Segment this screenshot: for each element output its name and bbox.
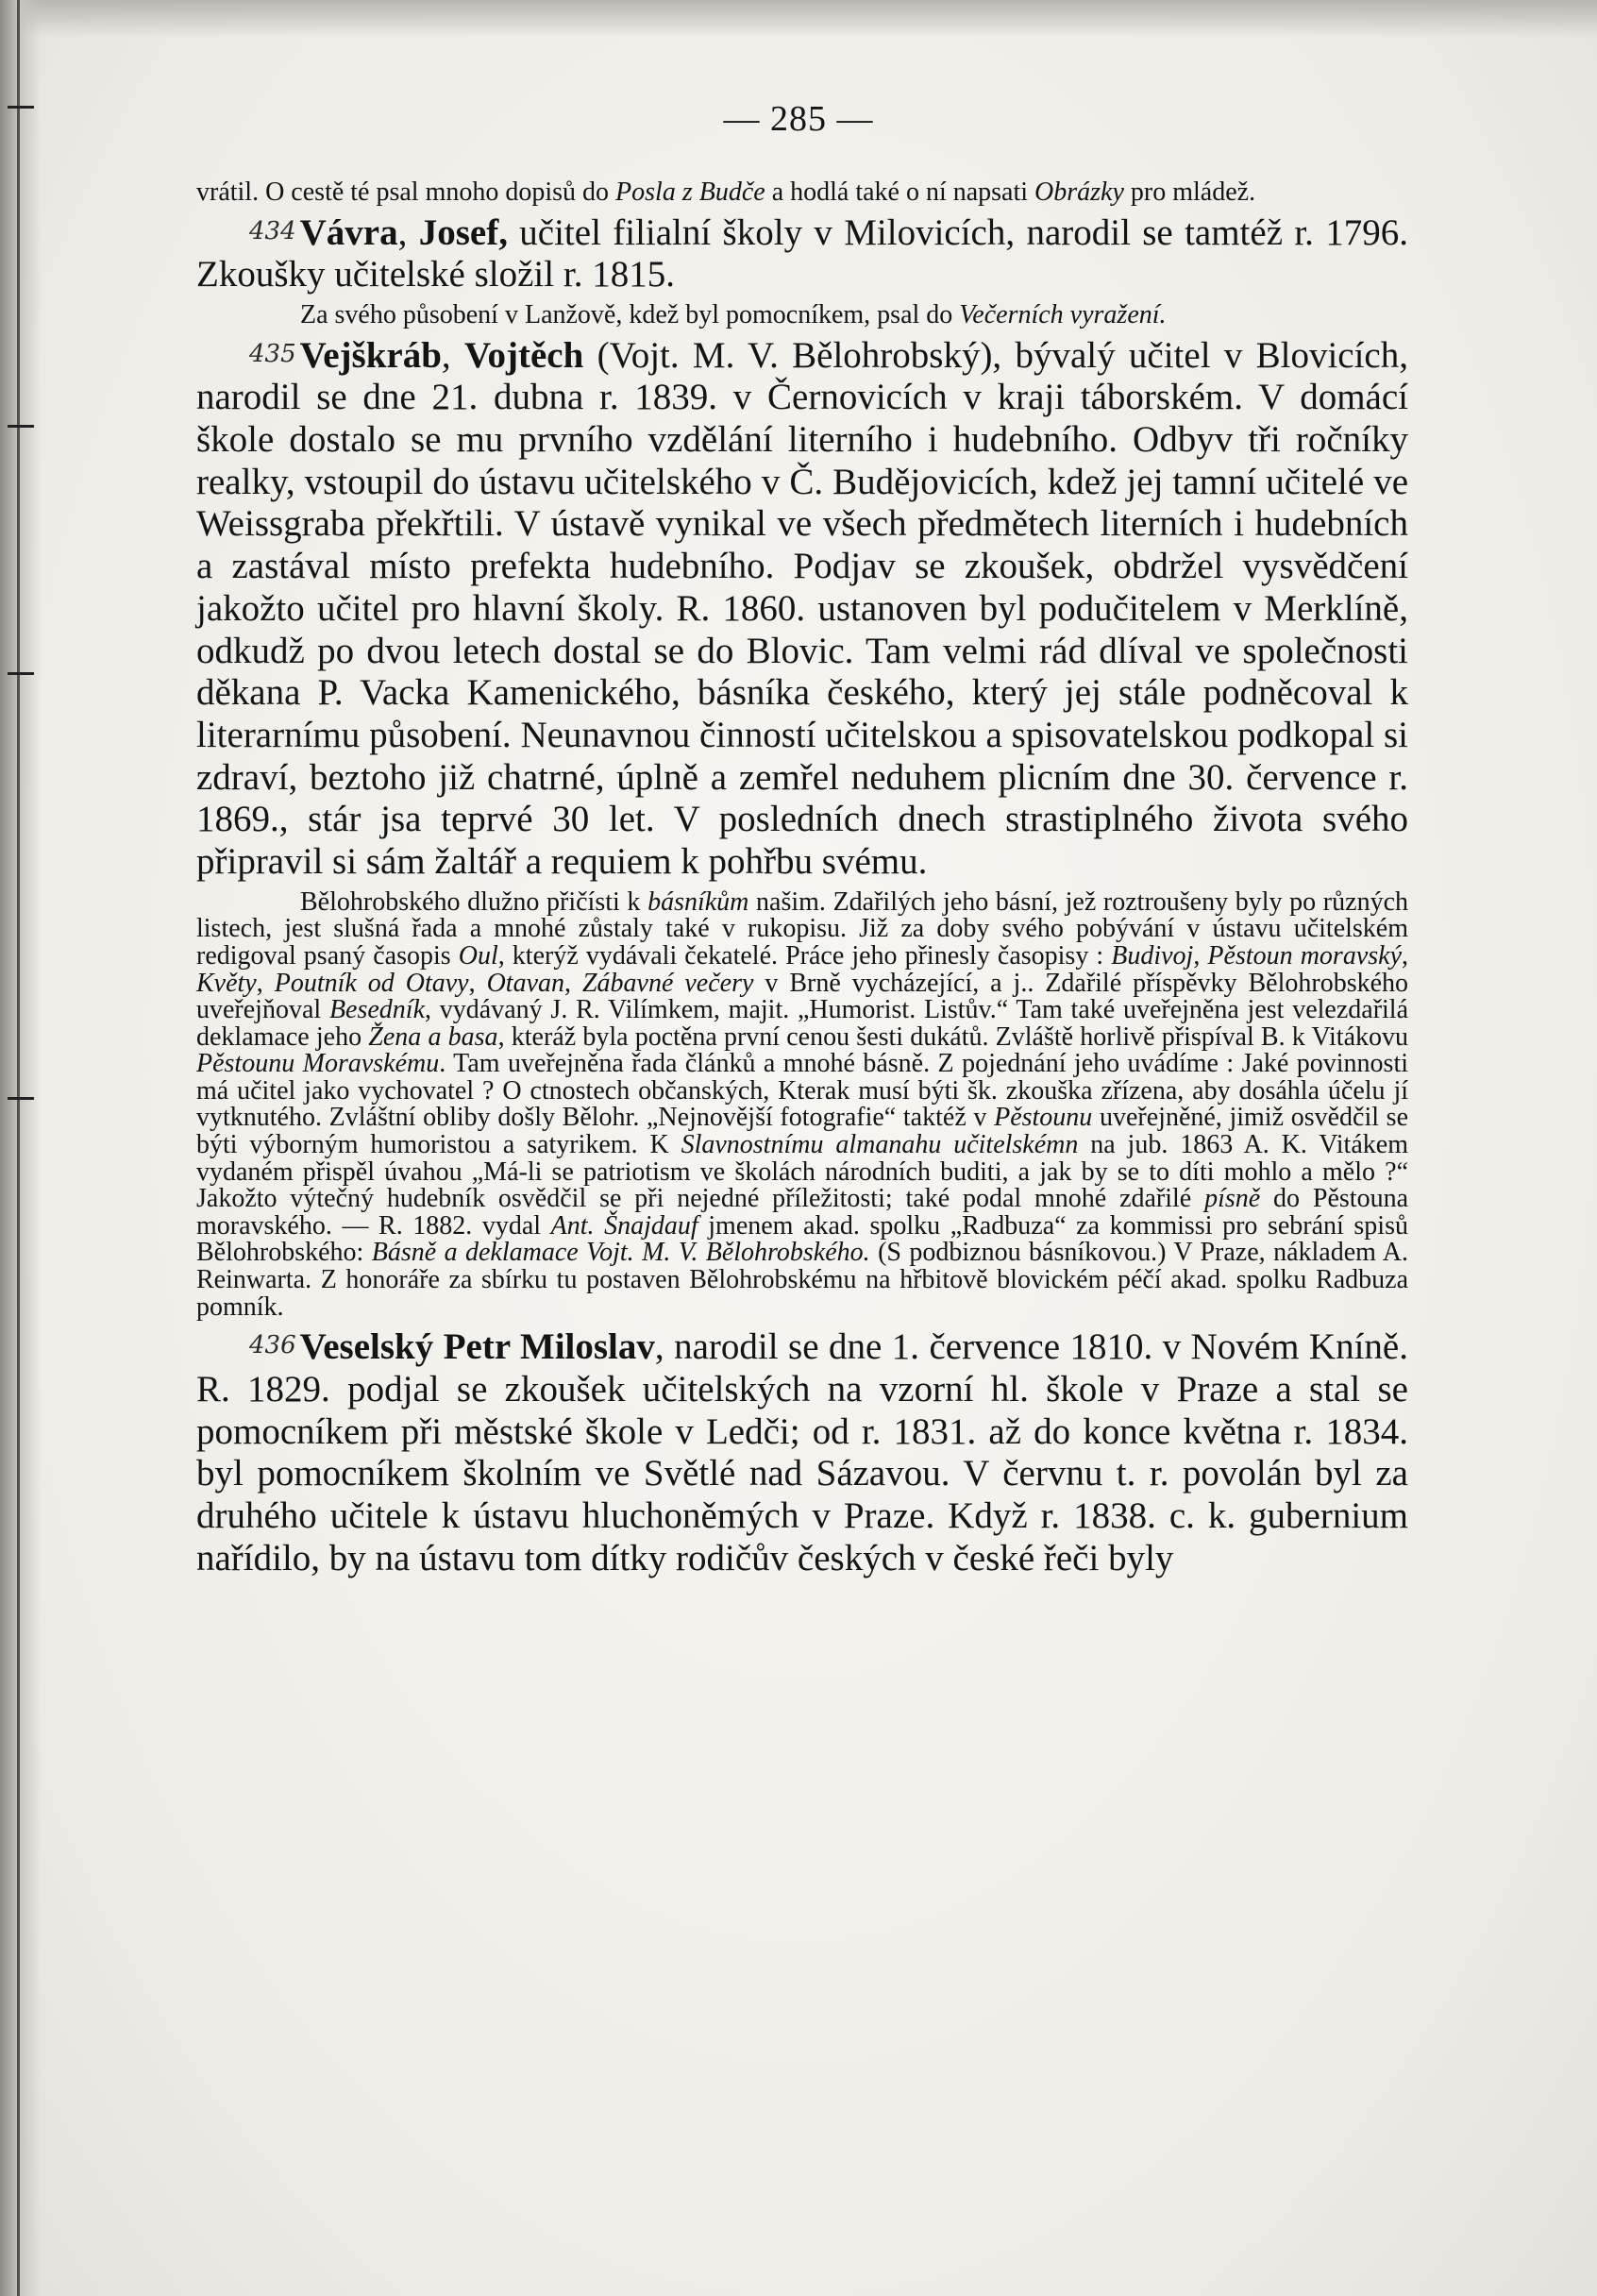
text-run: jmenem akad. spolku „Radbuza“ za kommissi pro sebrání spisů Bělohrobského: [196,1210,1408,1268]
margin-tick-mark [8,425,34,428]
text-run: Bělohrobského dlužno přičísti k [300,886,648,917]
text-run: v Brně vycházející, a j.. Zdařilé příspěvky Bělohrobského uveřejňoval [196,968,1409,1025]
text-run: , kterýž vydávali čekatelé. Práce jeho přinesly časopisy : [497,940,1112,971]
page-body-text [196,179,1408,1579]
entry-name: Petr Miloslav [443,1326,655,1368]
italic-title: Slavnostnímu almanahu učitelskémn [681,1130,1079,1160]
note-paragraph [196,179,1408,207]
italic-title: Poutník od Otavy [274,968,469,998]
margin-tick-mark [8,1097,34,1100]
italic-title: Pěstoun moravský [1207,940,1402,971]
italic-title: Večerních vyražení. [959,300,1167,329]
italic-title: Zábavné večery [581,968,754,998]
italic-title: Pěstounu Moravskému [196,1049,440,1079]
text-run: , narodil se dne 1. července 1810. v Novém Kníně. R. 1829. podjal se zkoušek učitelských na vzorní hl. škole v Praze a stal se pomocníkem při městské škole v Ledči; od r. 1831. až do konce května r. 1834. byl pomocníkem školním ve Světlé nad Sázavou. V červnu t. r. povolán byl za druhého učitele k ústavu hluchoněmých v Praze. Když r. 1838. c. k. gubernium nařídilo, by na ústavu tom dítky rodičův českých v české řeči byly [196,1326,1408,1578]
text-run: našim. Zdařilých jeho básní, jež roztroušeny byly po různých listech, jest slušná řada a mnohé zůstaly také v rukopisu. Již za doby svého pobývání v ústavu učitelském redigoval psaný časopis [196,886,1408,971]
note-paragraph [196,886,1409,1322]
text-run: , [441,334,464,376]
italic-title: Obrázky [1034,177,1124,207]
text-run: , [256,968,275,998]
margin-tick-mark [8,672,34,675]
italic-title: básníkům [647,886,749,917]
italic-title: Ant. Šnajdauf [550,1210,698,1241]
handwritten-entry-number: 434 [249,216,296,245]
text-run: Za svého působení v Lanžově, kdež byl pomocníkem, psal do [300,300,960,329]
text-run: . Tam uveřejněna řada článků a mnohé básně. Z pojednání jeho uvádíme : Jaké povinnosti má učitel jako vychovatel ? O ctnostech občanských, Kterak musí býti šk. zkouška zřízena, aby dosáhla účelu jí vytknutého. Zvláštní obliby došly Bělohr. „Nejnovější fotografie“ taktéž v [196,1049,1408,1133]
italic-title: Posla z Budče [615,177,765,207]
entry-paragraph [196,333,1408,884]
italic-title: písně [1204,1184,1261,1214]
text-run: do Pěstouna moravského. — R. 1882. vydal [196,1184,1409,1241]
page-binding-edge [0,0,42,2296]
italic-title: Básně a deklamace Vojt. M. V. Bělohrobského. [371,1238,870,1268]
page-top-shadow [0,0,1597,38]
entry-name: Vejškráb [299,334,442,376]
page-number: — 285 — [723,99,874,139]
text-run: , kteráž byla poctěna první cenou šesti dukátů. Zvláště horlivě přispíval B. k Vitákovu [497,1021,1408,1052]
binding-rule-line [17,0,20,2296]
text-run: učitel filialní školy v Milovicích, narodil se tamtéž r. 1796. Zkoušky učitelské složil r. 1815. [196,211,1409,295]
text-run: , [564,968,582,998]
text-run: , [1402,940,1408,971]
text-run: (S podbiznou básníkovou.) V Praze, nákladem A. Reinwarta. Z honoráře za sbírku tu postaven Bělohrobskému na hřbitově blovickém péčí akad. spolku Radbuza pomník. [196,1238,1409,1322]
entry-paragraph [196,211,1408,296]
note-paragraph [196,302,1408,329]
handwritten-entry-number: 435 [249,339,296,368]
text-run: na jub. 1863 A. K. Vitákem vydaném přispěl úvahou „Má-li se patriotism ve školách národních buditi, a jak by se to díti mohlo a mělo ?“ Jakožto výtečný hudebník osvědčil se při nejedné příležitosti; také podal mnohé zdařilé [196,1130,1408,1214]
italic-title: Pěstounu [994,1103,1093,1133]
text-run: pro mládež. [1123,177,1256,207]
text-run: , [1193,940,1208,971]
italic-title: Žena a basa [368,1021,498,1052]
text-run: , [397,211,419,253]
entry-paragraph [196,1325,1408,1579]
text-run: (Vojt. M. V. Bělohrobský), bývalý učitel v Blovicích, narodil se dne 21. dubna r. 1839. v Černovicích v kraji táborském. V domácí škole dostalo se mu prvního vzdělání literního i hudebního. Odbyv tři ročníky realky, vstoupil do ústavu učitelského v Č. Budějovicích, kdež jej tamní učitelé ve Weissgraba překřtili. V ústavě vynikal ve všech předmětech literních i hudebních a zastával místo prefekta hudebního. Podjav se zkoušek, obdržel vysvědčení jakožto učitel pro hlavní školy. R. 1860. ustanoven byl podučitelem v Merklíně, odkudž po dvou letech dostal se do Blovic. Tam velmi rád dlíval ve společnosti děkana P. Vacka Kamenického, básníka českého, který jej stále podněcoval k literarnímu působení. Neunavnou činností učitelskou a spisovatelskou podkopal si zdraví, beztoho již chatrné, úplně a zemřel neduhem plicním dne 30. července r. 1869., stár jsa teprvé 30 let. V posledních dnech strastiplného života svého připravil si sám žaltář a requiem k pohřbu svému. [196,334,1408,883]
entry-name: Vávra [299,211,398,253]
text-run: uveřejněné, jimiž osvědčil se býti výborným humoristou a satyrikem. K [196,1103,1408,1160]
italic-title: Květy [196,968,257,998]
text-run: , vydávaný J. R. Vilímkem, majit. „Humorist. Listův.“ Tam také uveřejněna jest velezdařilá deklamace jeho [196,995,1409,1052]
entry-name: Vojtěch [463,334,584,376]
handwritten-entry-number: 436 [249,1331,296,1360]
italic-title: Besedník [328,995,426,1025]
italic-title: Otavan [486,968,564,998]
italic-title: Budivoj [1111,940,1194,971]
italic-title: Oul [458,940,498,971]
text-run: , [468,968,487,998]
text-run: vrátil. O cestě té psal mnoho dopisů do [196,177,616,207]
text-run [433,1326,443,1367]
entry-name: Josef, [418,211,508,253]
text-run: a hodlá také o ní napsati [765,177,1035,207]
entry-name: Veselský [299,1326,434,1368]
